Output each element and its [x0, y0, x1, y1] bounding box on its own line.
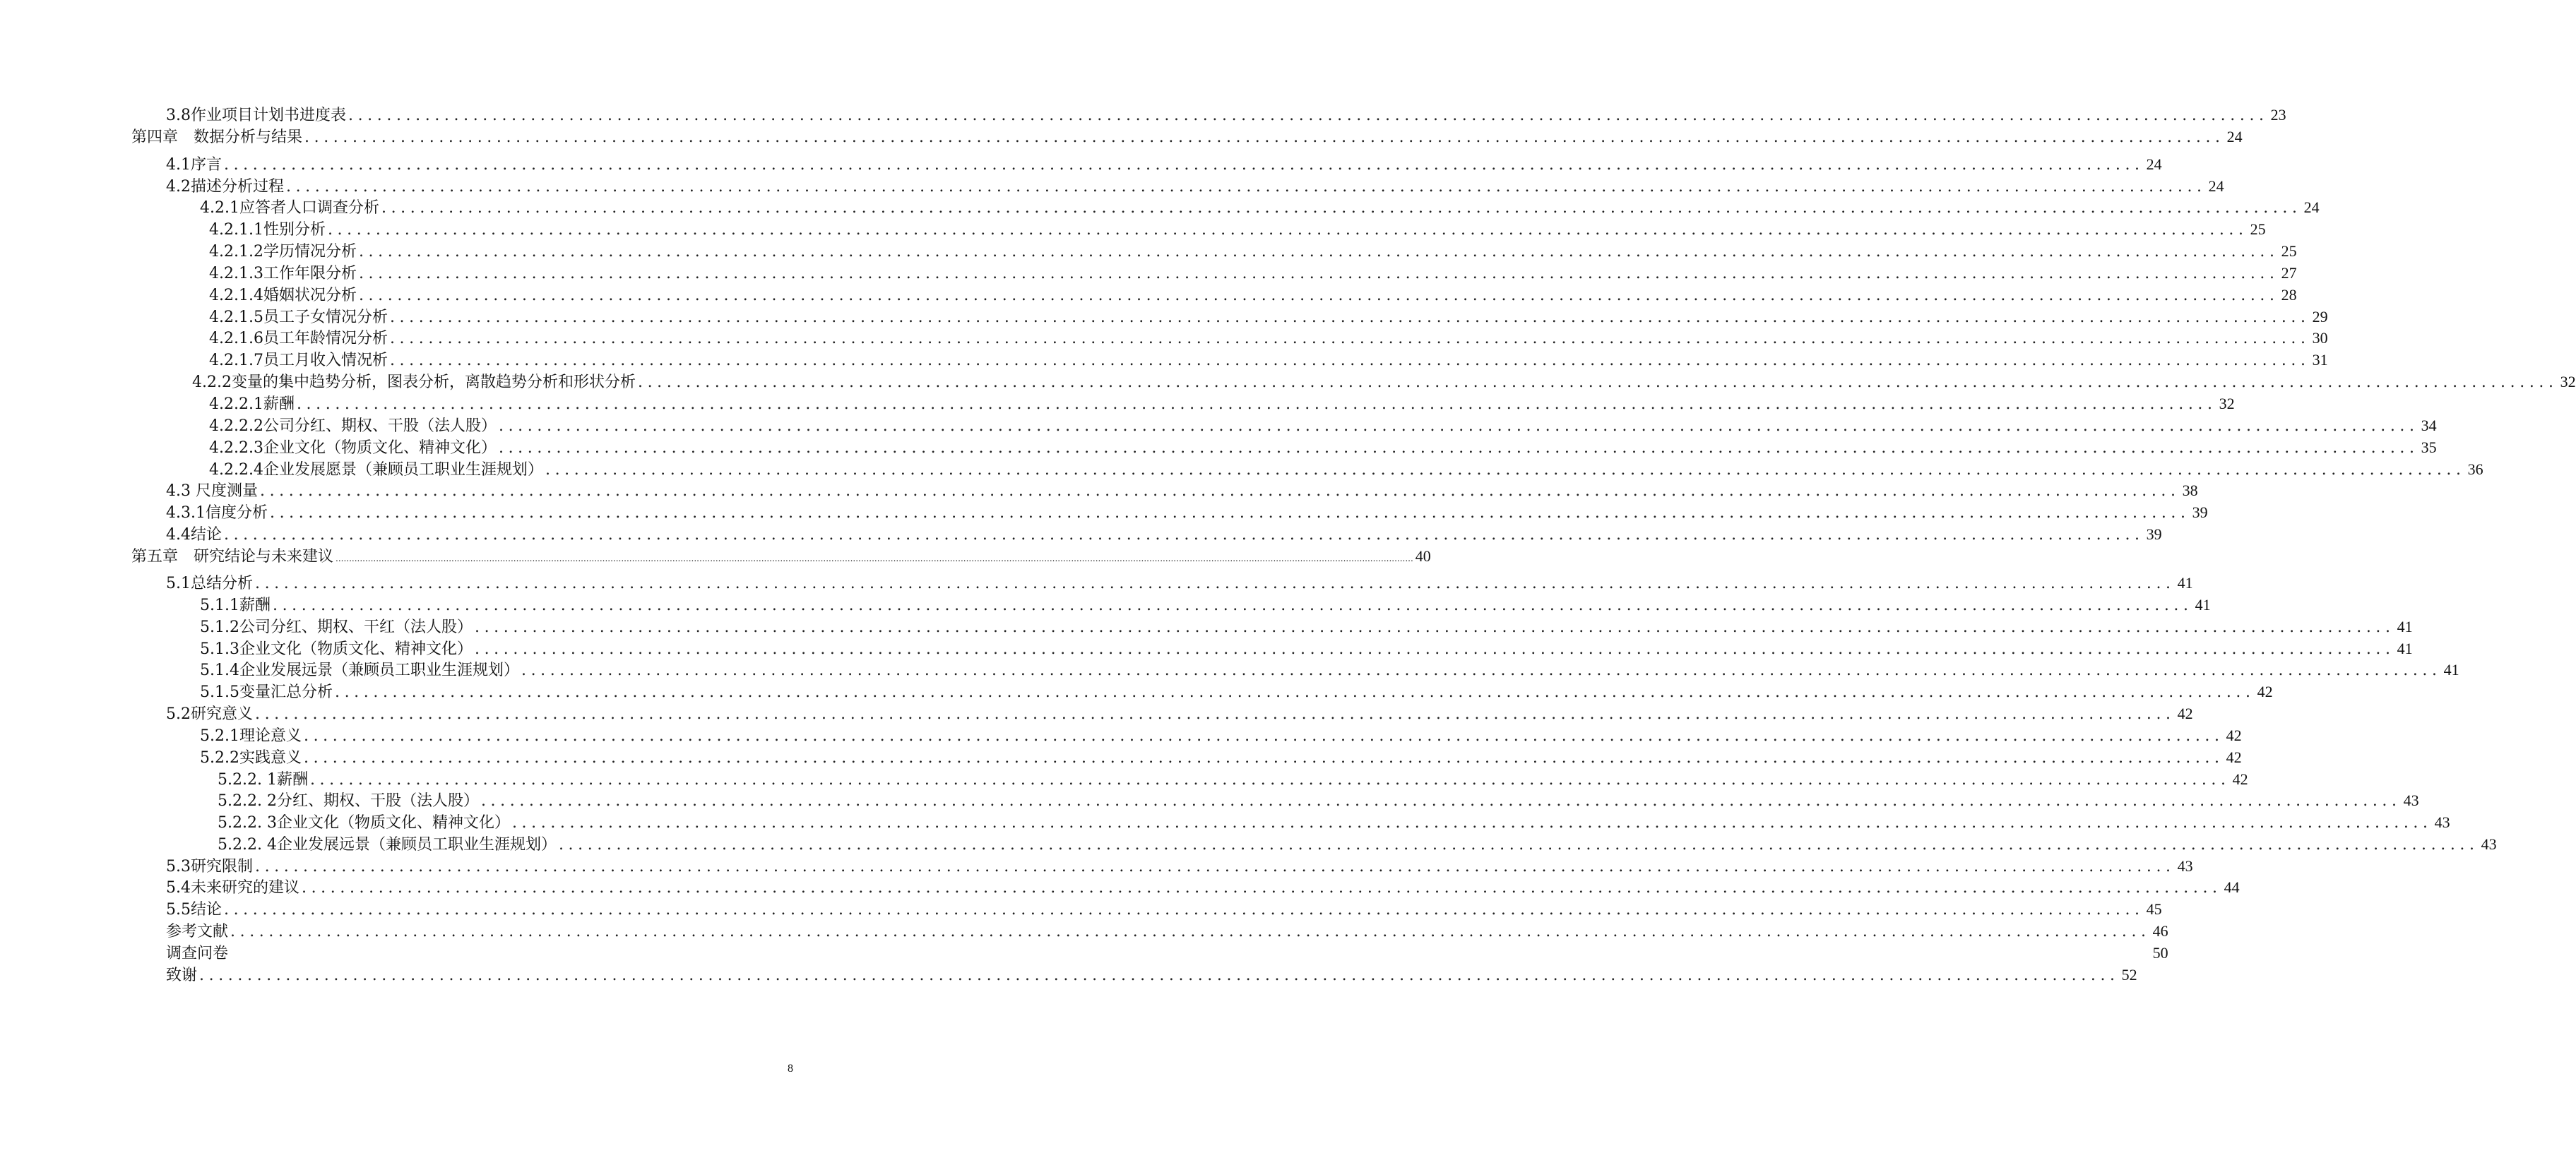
dot-leader: ........................................................................................................................................................................................................ [303, 727, 2224, 745]
toc-entry-title: 5.1.2公司分红、期权、干红（法人股） [200, 619, 473, 636]
toc-entry-page-number: 42 [2232, 770, 2248, 788]
toc-entry-page-number: 24 [2208, 177, 2224, 195]
toc-entry[interactable] [166, 573, 2193, 594]
dot-leader: ........................................................................................................................................................................................................ [358, 287, 2279, 304]
toc-entry-title: 4.4结论 [166, 526, 222, 544]
toc-entry-title: 5.2.1理论意义 [200, 727, 302, 745]
toc-entry-page-number: 25 [2250, 220, 2266, 238]
toc-entry-page-number: 41 [2397, 640, 2413, 657]
dot-leader: ........................................................................................................................................................................................................ [224, 156, 2144, 174]
dot-leader: ........................................................................................................................................................................................................ [224, 526, 2144, 544]
toc-entry-title: 4.2.1应答者人口调查分析 [200, 199, 379, 217]
dot-leader: ........................................................................................................................................................................................................ [303, 749, 2224, 767]
toc-entry-page-number: 24 [2146, 155, 2162, 173]
dot-leader: ........................................................................................................................................................................................................ [309, 771, 2231, 789]
toc-entry-page-number: 42 [2226, 748, 2242, 766]
toc-entry-page-number: 42 [2226, 727, 2242, 744]
page-number: 8 [788, 1063, 793, 1075]
dot-leader: ........................................................................................................................................................................................................ [358, 243, 2279, 261]
toc-entry[interactable] [131, 546, 1431, 567]
toc-entry-title: 4.2.1.7员工月收入情况析 [209, 352, 388, 369]
toc-entry[interactable] [166, 703, 2193, 724]
toc-entry[interactable] [209, 306, 2328, 328]
toc-entry-page-number: 36 [2467, 460, 2483, 478]
toc-entry[interactable] [166, 921, 2168, 942]
dot-leader: ........................................................................................................................................................................................................ [348, 107, 2269, 124]
toc-entry[interactable] [166, 502, 2208, 523]
dot-leader: ........................................................................................................................................................................................................ [286, 178, 2207, 196]
toc-entry[interactable] [209, 328, 2328, 349]
dot-leader: ........................................................................................................................................................................................................ [389, 309, 2310, 326]
dot-leader: ........................................................................................................................................................................................................ [511, 814, 2433, 832]
toc-entry-title: 5.1.3企业文化（物质文化、精神文化） [200, 640, 473, 658]
toc-entry-title: 5.4未来研究的建议 [166, 879, 299, 897]
dot-leader: ........................................................................................................................................................................................................ [480, 792, 2402, 810]
toc-entry[interactable] [209, 263, 2297, 284]
toc-entry-title: 5.3研究限制 [166, 858, 253, 876]
toc-entry[interactable] [209, 393, 2235, 414]
toc-entry[interactable] [200, 681, 2273, 703]
toc-entry-title: 5.1.1薪酬 [200, 597, 271, 614]
toc-entry-page-number: 46 [2152, 922, 2168, 940]
toc-entry-page-number: 45 [2146, 900, 2162, 918]
toc-entry[interactable] [166, 524, 2162, 545]
toc-entry[interactable] [209, 285, 2297, 306]
toc-entry[interactable] [131, 126, 2243, 148]
toc-entry-page-number: 28 [2281, 286, 2297, 304]
dot-leader: ........................................................................................................................................................................................................ [521, 662, 2442, 679]
toc-entry-page-number: 42 [2257, 683, 2273, 700]
toc-entry-title: 4.2.2.1薪酬 [209, 395, 295, 413]
toc-entry-page-number: 39 [2192, 503, 2208, 521]
toc-entry-title: 4.2描述分析过程 [166, 178, 284, 196]
dot-leader: ........................................................................................................................................................................................................ [358, 265, 2279, 282]
toc-entry[interactable] [166, 154, 2162, 175]
toc-entry-page-number: 43 [2403, 791, 2419, 809]
toc-entry-page-number: 52 [2121, 966, 2137, 984]
toc-entry-title: 第五章 研究结论与未来建议 [131, 548, 334, 566]
toc-entry-page-number: 38 [2182, 482, 2198, 499]
dot-leader: ........................................................................................................................................................................................................ [302, 879, 2222, 897]
dot-leader: ........................................................................................................................................................................................................ [498, 439, 2419, 457]
dot-leader: ........................................................................................................................................................................................................ [545, 461, 2466, 479]
toc-entry-page-number: 43 [2434, 813, 2450, 831]
dot-leader: ........................................................................................................................................................................................................ [230, 923, 2151, 940]
toc-entry-page-number: 39 [2146, 525, 2162, 543]
toc-entry-title: 4.2.2.4企业发展愿景（兼顾员工职业生涯规划） [209, 461, 543, 479]
toc-entry-page-number: 31 [2312, 351, 2328, 369]
toc-entry[interactable] [200, 638, 2413, 659]
toc-entry-page-number: 50 [2152, 944, 2168, 962]
toc-entry-page-number: 34 [2421, 417, 2437, 434]
toc-entry-title: 5.2.2实践意义 [200, 749, 302, 767]
toc-entry-page-number: 24 [2226, 128, 2243, 145]
toc-entry[interactable] [192, 371, 2576, 393]
toc-entry[interactable] [166, 899, 2162, 920]
toc-entry-title: 4.2.1.1性别分析 [209, 221, 326, 239]
toc-entry-title: 5.2.2. 1薪酬 [218, 771, 308, 789]
dot-leader: ........................................................................................................................................................................................................ [474, 619, 2395, 636]
toc-entry[interactable] [218, 812, 2450, 833]
toc-entry-page-number: 25 [2281, 242, 2297, 260]
toc-entry-page-number: 24 [2303, 198, 2320, 216]
toc-entry-page-number: 41 [2195, 596, 2211, 614]
toc-entry[interactable] [166, 856, 2193, 877]
toc-entry[interactable] [166, 176, 2224, 197]
dot-leader: ................................................................................................................................................................................................................................................................................................................................................................................................................ [336, 554, 1413, 563]
dot-leader: ........................................................................................................................................................................................................ [304, 129, 2225, 146]
dot-leader: ........................................................................................................................................................................................................ [269, 504, 2190, 522]
dot-leader: ........................................................................................................................................................................................................ [334, 683, 2255, 701]
toc-entry[interactable] [200, 725, 2242, 746]
dot-leader: ........................................................................................................................................................................................................ [259, 482, 2180, 500]
dot-leader: ........................................................................................................................................................................................................ [296, 395, 2217, 413]
toc-entry-title: 3.8作业项目计划书进度表 [166, 107, 346, 124]
toc-entry-title: 致谢 [166, 967, 198, 984]
toc-entry-page-number: 41 [2443, 661, 2459, 679]
dot-leader: ........................................................................................................................................................................................................ [224, 901, 2144, 919]
toc-entry-page-number: 35 [2421, 438, 2437, 456]
toc-entry-title: 4.2.2.3企业文化（物质文化、精神文化） [209, 439, 497, 457]
toc-entry[interactable] [209, 459, 2483, 480]
toc-entry-page-number: 32 [2219, 395, 2235, 412]
toc-entry-title: 4.2.1.4婚姻状况分析 [209, 287, 357, 304]
toc-entry-page-number: 27 [2281, 264, 2297, 282]
toc-entry-title: 4.3.1信度分析 [166, 504, 268, 522]
toc-entry[interactable] [209, 219, 2266, 240]
toc-entry[interactable] [166, 943, 2168, 964]
dot-leader: ........................................................................................................................................................................................................ [498, 417, 2419, 435]
toc-entry-page-number: 30 [2312, 329, 2328, 347]
toc-entry[interactable] [218, 769, 2248, 790]
dot-leader: ........................................................................................................................................................................................................ [389, 352, 2310, 369]
toc-entry-page-number: 44 [2224, 878, 2240, 896]
toc-entry-title: 5.5结论 [166, 901, 222, 919]
toc-entry-title: 参考文献 [166, 923, 229, 940]
toc-entry[interactable] [166, 480, 2198, 501]
toc-entry-title: 5.2.2. 4企业发展远景（兼顾员工职业生涯规划） [218, 836, 557, 854]
toc-entry[interactable] [209, 437, 2437, 458]
toc-entry-title: 4.1序言 [166, 156, 222, 174]
toc-entry-page-number: 41 [2177, 574, 2193, 592]
toc-entry[interactable] [209, 241, 2297, 262]
toc-entry-page-number: 42 [2177, 705, 2193, 722]
dot-leader: ........................................................................................................................................................................................................ [474, 640, 2395, 658]
toc-entry-title: 4.3 尺度测量 [166, 482, 258, 500]
toc-entry-page-number: 23 [2270, 106, 2286, 124]
dot-leader: ........................................................................................................................................................................................................ [637, 374, 2558, 391]
dot-leader: ........................................................................................................................................................................................................ [389, 330, 2310, 347]
toc-entry-title: 第四章 数据分析与结果 [131, 129, 303, 146]
toc-entry-title: 4.2.1.3工作年限分析 [209, 265, 357, 282]
dot-leader: ........................................................................................................................................................................................................ [255, 858, 2176, 876]
dot-leader: ........................................................................................................................................................................................................ [255, 575, 2176, 592]
toc-entry-title: 5.1总结分析 [166, 575, 253, 592]
dot-leader: ........................................................................................................................................................................................................ [327, 221, 2248, 239]
toc-entry[interactable] [200, 595, 2211, 616]
toc-entry-page-number: 29 [2312, 308, 2328, 325]
toc-entry[interactable] [200, 747, 2242, 768]
toc-entry-page-number: 41 [2397, 618, 2413, 635]
toc-entry-title: 5.2.2. 2分红、期权、干股（法人股） [218, 792, 479, 810]
toc-entry[interactable] [166, 877, 2240, 898]
toc-entry[interactable] [218, 834, 2497, 855]
toc-entry-title: 5.2研究意义 [166, 705, 253, 723]
dot-leader: ........................................................................................................................................................................................................ [272, 597, 2193, 614]
toc-entry-title: 5.1.5变量汇总分析 [200, 683, 333, 701]
toc-entry[interactable] [200, 197, 2320, 218]
toc-entry[interactable] [200, 659, 2459, 681]
dot-leader: ........................................................................................................................................................................................................ [381, 199, 2302, 217]
toc-entry-page-number: 32 [2560, 373, 2576, 390]
toc-entry-title: 调查问卷 [166, 945, 229, 962]
toc-entry-page-number: 43 [2177, 857, 2193, 875]
toc-entry[interactable] [166, 104, 2286, 126]
toc-entry-title: 4.2.1.2学历情况分析 [209, 243, 357, 261]
dot-leader: ........................................................................................................................................................................................................ [199, 967, 2120, 984]
toc-entry[interactable] [218, 790, 2419, 811]
toc-entry-title: 4.2.1.6员工年龄情况分析 [209, 330, 388, 347]
toc-entry[interactable] [200, 616, 2413, 638]
toc-entry[interactable] [209, 350, 2328, 371]
toc-entry-title: 5.2.2. 3企业文化（物质文化、精神文化） [218, 814, 510, 832]
toc-entry-title: 4.2.2变量的集中趋势分析，图表分析，离散趋势分析和形状分析 [192, 374, 636, 391]
toc-entry-title: 5.1.4企业发展远景（兼顾员工职业生涯规划） [200, 662, 519, 679]
toc-entry[interactable] [166, 964, 2137, 986]
toc-entry[interactable] [209, 415, 2437, 436]
dot-leader: ........................................................................................................................................................................................................ [255, 705, 2176, 723]
toc-entry-title: 4.2.1.5员工子女情况分析 [209, 309, 388, 326]
toc-entry-page-number: 43 [2481, 835, 2497, 853]
toc-entry-title: 4.2.2.2公司分红、期权、干股（法人股） [209, 417, 497, 435]
dot-leader: ........................................................................................................................................................................................................ [558, 836, 2479, 854]
toc-entry-page-number: 40 [1415, 547, 1431, 565]
